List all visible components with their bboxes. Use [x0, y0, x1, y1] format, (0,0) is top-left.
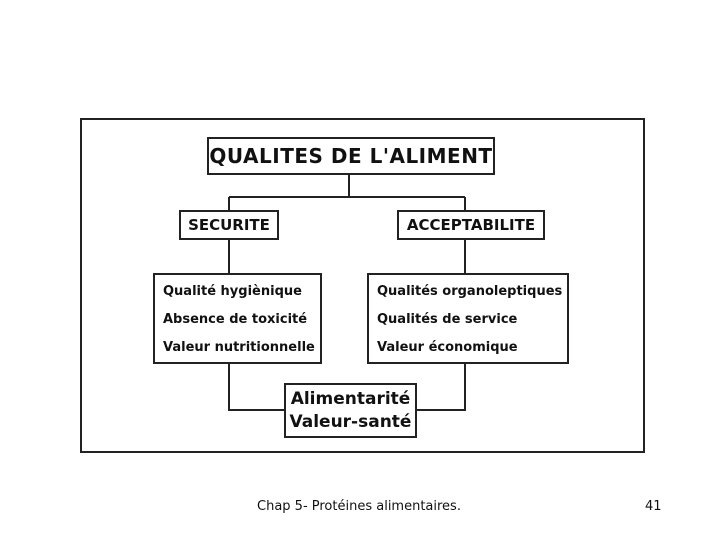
- acceptabilite-label: ACCEPTABILITE: [406, 216, 536, 234]
- diagram-title: QUALITES DE L'ALIMENT: [209, 144, 493, 168]
- acceptabilite-box: [397, 210, 545, 240]
- acceptabilite-items-box: [367, 273, 569, 364]
- securite-items-box: [153, 273, 322, 364]
- footer-chapter-text: Chap 5- Protéines alimentaires.: [257, 499, 461, 514]
- securite-box: [179, 210, 279, 240]
- securite-item: Valeur nutritionnelle: [163, 340, 315, 355]
- diagram-title-box: [207, 137, 495, 175]
- securite-item: Qualité hygiènique: [163, 284, 302, 299]
- valeur-sante-label: Valeur-santé: [289, 412, 412, 432]
- acceptabilite-item: Qualités de service: [377, 312, 518, 327]
- securite-label: SECURITE: [188, 216, 270, 234]
- page-number: 41: [645, 499, 662, 514]
- alimentarite-box: [284, 383, 417, 438]
- alimentarite-label: Alimentarité: [290, 389, 411, 409]
- securite-item: Absence de toxicité: [163, 312, 308, 327]
- acceptabilite-item: Qualités organoleptiques: [377, 284, 563, 299]
- acceptabilite-item: Valeur économique: [377, 340, 518, 355]
